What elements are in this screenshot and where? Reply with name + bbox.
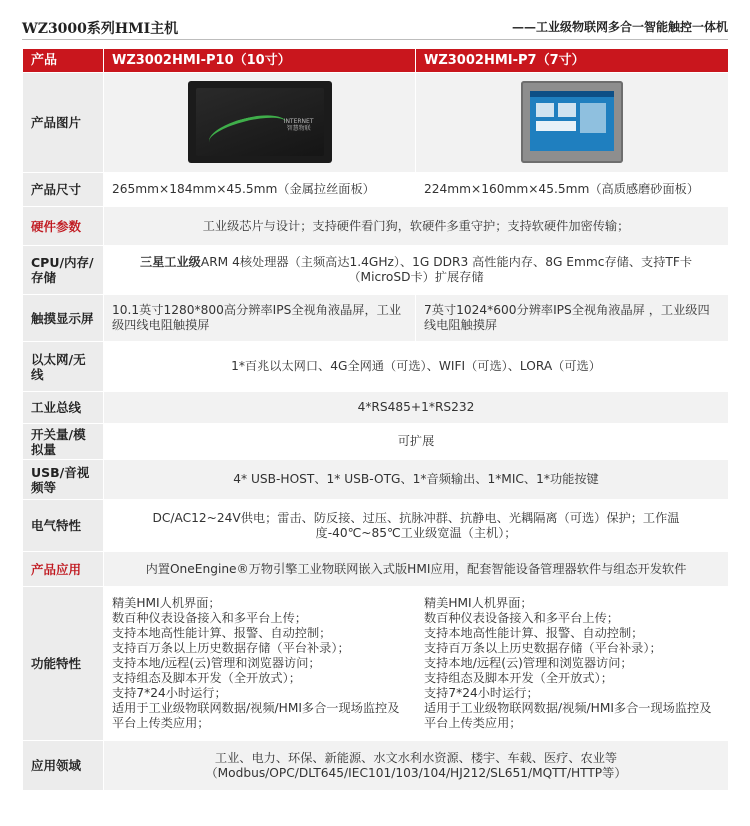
touch-a: 10.1英寸1280*800高分辨率IPS全视角液晶屏，工业级四线电阻触摸屏: [104, 295, 416, 342]
cpu-text: ARM 4核处理器（主频高达1.4GHz）、1G DDR3 高性能内存、8G Emmc存储、支持TF卡（MicroSD卡）扩展存储: [200, 255, 693, 284]
header-model-a: WZ3002HMI-P10（10寸）: [104, 49, 416, 73]
header-divider: [22, 39, 728, 40]
table-row: [23, 342, 729, 392]
screen-widget: [536, 121, 576, 131]
row-label-network: 以太网/无线: [23, 342, 104, 392]
feature-item: 精美HMI人机界面；: [424, 596, 533, 610]
table-row: [23, 207, 729, 246]
table-row: [23, 552, 729, 587]
feature-item: 支持本地高性能计算、报警、自动控制；: [424, 626, 644, 640]
features-b: [416, 587, 729, 741]
table-row: [23, 424, 729, 460]
feature-item: 支持百万条以上历史数据存储（平台补录）；: [424, 641, 662, 655]
application-value: 内置OneEngine®万物引擎工业物联网嵌入式版HMI应用，配套智能设备管理器软件与组态开发软件: [104, 552, 729, 587]
device-screen: [196, 88, 324, 156]
feature-item: 支持7*24小时运行；: [112, 686, 227, 700]
table-row: [23, 246, 729, 295]
screen-text-line: 智慧物联: [286, 124, 311, 132]
feature-item: 数百种仪表设备接入和多平台上传；: [112, 611, 307, 625]
table-row: [23, 392, 729, 424]
device-10inch-image: [188, 81, 332, 163]
bus-value: 4*RS485+1*RS232: [104, 392, 729, 424]
device-screen: [530, 91, 614, 151]
row-label-bus: 工业总线: [23, 392, 104, 424]
table-row: [23, 295, 729, 342]
electrical-value: DC/AC12~24V供电；雷击、防反接、过压、抗脉冲群、抗静电、光耦隔离（可选）保护；工作温度-40℃~85℃工业级宽温（主机）；: [104, 500, 729, 552]
size-a: 265mm×184mm×45.5mm（金属拉丝面板）: [104, 173, 416, 207]
feature-item: 支持组态及脚本开发（全开放式）；: [424, 671, 613, 685]
row-label-fields: 应用领域: [23, 741, 104, 791]
screen-widget: [558, 103, 576, 117]
feature-item: 支持百万条以上历史数据存储（平台补录）；: [112, 641, 350, 655]
screen-widget: [580, 103, 606, 133]
feature-item: 适用于工业级物联网数据/视频/HMI多合一现场监控及平台上传类应用；: [112, 701, 400, 730]
screen-title-bar: [530, 91, 614, 97]
hardware-value: 工业级芯片与设计；支持硬件看门狗，软硬件多重守护；支持软硬件加密传输；: [104, 207, 729, 246]
feature-item: 精美HMI人机界面；: [112, 596, 221, 610]
network-value: 1*百兆以太网口、4G全网通（可选）、WIFI（可选）、LORA（可选）: [104, 342, 729, 392]
header-model-b: WZ3002HMI-P7（7寸）: [416, 49, 729, 73]
table-row: [23, 500, 729, 552]
io-value: 可扩展: [104, 424, 729, 460]
row-label-features: 功能特性: [23, 587, 104, 741]
fields-line-1: 工业、电力、环保、新能源、水文水利水资源、楼宇、车载、医疗、农业等: [214, 750, 618, 765]
logo-wave-icon: [205, 108, 290, 155]
row-label-cpu: CPU/内存/存储: [23, 246, 104, 295]
feature-item: 支持本地/远程(云)管理和浏览器访问；: [112, 656, 321, 670]
touch-b: 7英寸1024*600分辨率IPS全视角液晶屏 ，工业级四线电阻触摸屏: [416, 295, 729, 342]
feature-item: 支持本地/远程(云)管理和浏览器访问；: [424, 656, 633, 670]
screen-widget: [536, 103, 554, 117]
feature-item: 数百种仪表设备接入和多平台上传；: [424, 611, 619, 625]
row-label-application: 产品应用: [23, 552, 104, 587]
features-a: [104, 587, 416, 741]
row-label-electrical: 电气特性: [23, 500, 104, 552]
row-label-touch: 触摸显示屏: [23, 295, 104, 342]
fields-value: [104, 741, 729, 791]
table-header-row: [23, 49, 729, 73]
table-row: [23, 741, 729, 791]
device-screen-text: [284, 118, 314, 132]
feature-item: 支持本地高性能计算、报警、自动控制；: [112, 626, 332, 640]
row-label-size: 产品尺寸: [23, 173, 104, 207]
device-7inch-image: [521, 81, 623, 163]
row-label-io: 开关量/模拟量: [23, 424, 104, 460]
cpu-brand: 三星工业级: [139, 255, 201, 269]
page-header: [22, 14, 728, 40]
feature-item: 适用于工业级物联网数据/视频/HMI多合一现场监控及平台上传类应用；: [424, 701, 712, 730]
feature-item: 支持组态及脚本开发（全开放式）；: [112, 671, 301, 685]
page-title: WZ3000系列HMI主机: [22, 21, 179, 37]
table-row: [23, 73, 729, 173]
table-row: [23, 587, 729, 741]
usb-value: 4* USB-HOST、1* USB-OTG、1*音频输出、1*MIC、1*功能按键: [104, 460, 729, 500]
table-row: [23, 460, 729, 500]
size-b: 224mm×160mm×45.5mm（高质感磨砂面板）: [416, 173, 729, 207]
row-label-usb: USB/音视频等: [23, 460, 104, 500]
page-subtitle: ——工业级物联网多合一智能触控一体机: [511, 20, 728, 34]
cpu-value: [104, 246, 729, 295]
header-product: 产品: [23, 49, 104, 73]
product-image-a: [104, 73, 416, 173]
screen-text-line: INTERNET: [283, 117, 314, 125]
fields-line-2: （Modbus/OPC/DLT645/IEC101/103/104/HJ212/SL651/MQTT/HTTP等）: [205, 765, 627, 780]
spec-table: [22, 48, 729, 791]
feature-item: 支持7*24小时运行；: [424, 686, 539, 700]
row-label-image: 产品图片: [23, 73, 104, 173]
row-label-hardware: 硬件参数: [23, 207, 104, 246]
table-row: [23, 173, 729, 207]
product-image-b: [416, 73, 729, 173]
